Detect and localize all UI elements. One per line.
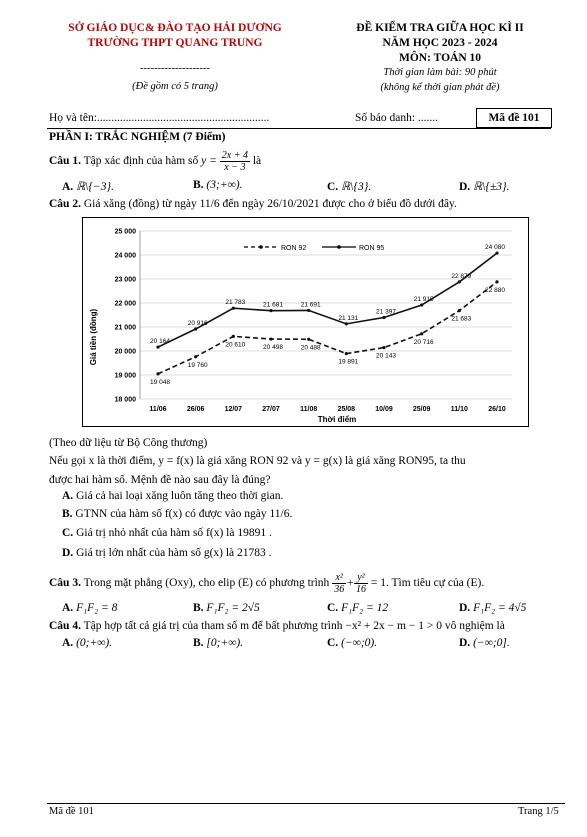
x-tick-label: 11/06 [149,406,167,413]
x-tick-label: 11/08 [300,406,318,413]
y-tick-label: 23 000 [114,276,136,284]
option-letter: D. [459,602,471,614]
exam-time: Thời gian làm bài: 90 phút [383,67,497,78]
q1-option-d[interactable] [459,179,510,193]
q3-text-end: = 1. Tìm tiêu cự của (E). [370,577,485,590]
data-point [495,251,498,254]
data-point [194,327,197,330]
x-tick-label: 26/06 [186,406,205,413]
y-tick-label: 22 000 [114,300,136,308]
q2-description-2: được hai hàm số. Mệnh đề nào sau đây là đúng? [49,474,271,486]
q4-option-a[interactable] [62,637,112,649]
option-letter: D. [459,181,471,193]
q1-text: Tập xác định của hàm số [83,155,199,168]
q4-option-d[interactable] [459,637,510,649]
option-value: [0;+∞). [206,637,244,649]
data-point [156,372,159,375]
option-letter: B. [193,637,204,649]
q1-label: Câu 1. [49,155,81,168]
option-value: F₁F₂ = 12 [341,602,389,614]
option-letter: C. [327,181,339,193]
option-value: GTNN của hàm số f(x) có được vào ngày 11/6. [75,508,293,520]
option-letter: A. [62,181,74,193]
data-label: 19 760 [187,361,208,369]
option-letter: B. [193,179,204,191]
data-point [156,345,159,348]
data-point [382,316,385,319]
q1-y: y = [201,155,217,168]
school-name: TRƯỜNG THPT QUANG TRUNG [87,37,263,49]
data-label: 21 691 [300,301,321,309]
x-tick-label: 11/10 [450,406,468,413]
option-letter: A. [62,637,74,649]
data-label: 20 498 [263,344,283,352]
option-letter: C. [327,602,339,614]
time-note: (không kể thời gian phát đề) [380,82,500,93]
fuel-price-chart [82,217,529,427]
question-1 [49,150,261,173]
data-point [495,280,498,283]
q1-denominator: x − 3 [224,162,246,173]
q2-option-a[interactable] [62,490,283,502]
data-label: 24 080 [485,244,505,252]
q3-option-c[interactable] [327,602,388,614]
option-value: Giá cả hai loại xăng luôn tăng theo thời gian. [76,490,284,502]
data-point [382,346,385,349]
q3-fraction-x: $\frac{\text{x²}}{36}$ [334,572,345,595]
exam-title: ĐỀ KIỂM TRA GIỮA HỌC KÌ II [356,22,524,34]
option-value: (0;+∞). [76,637,113,649]
data-point [345,322,348,325]
x-tick-label: 10/09 [375,406,393,413]
y-tick-label: 19 000 [114,372,136,380]
q4-text: Tập hợp tất cả giá trị của tham số m để bất phương trình −x² + 2x − m − 1 > 0 vô nghiệm là [83,620,505,632]
q2-option-c[interactable] [62,527,272,539]
q2-option-d[interactable] [62,547,272,559]
y-axis-label: Giá tiền (đồng) [89,308,98,366]
data-point [420,303,423,306]
footer-page-number: Trang 1/5 [518,806,559,817]
option-value: ℝ\{−3}. [76,181,114,193]
x-tick-label: 27/07 [262,406,280,413]
x-tick-label: 25/08 [337,406,356,413]
student-id-field: Số báo danh: ....... [355,112,439,124]
q3-fraction-y: $\frac{\text{y²}}{16}$ [355,572,366,595]
data-point [269,309,272,312]
option-value: ℝ\{±3}. [473,181,510,193]
data-label: 20 916 [187,320,208,328]
data-point [307,309,310,312]
option-value: Giá trị nhỏ nhất của hàm số f(x) là 19891 . [76,527,272,539]
data-point [307,338,310,341]
option-letter: A. [62,490,74,502]
option-letter: C. [327,637,339,649]
q2-description-1: Nếu gọi x là thời điểm, y = f(x) là giá xăng RON 92 và y = g(x) là giá xăng RON95, ta thu [49,455,466,467]
y-tick-label: 25 000 [114,228,136,236]
q1-option-a[interactable] [62,179,114,193]
data-label: 20 143 [376,352,396,360]
y-tick-label: 18 000 [114,396,136,404]
question-3: Câu 3. Trong mặt phẳng (Oxy), cho elip (E) có phương trình $\frac{\text{x²}}{36}$ + $\frac{\text{y²}}{16}$ = 1. Tìm tiêu cự của (E). [49,572,485,595]
data-point [194,355,197,358]
q3-option-d[interactable] [459,602,526,614]
q1-text-end: là [252,155,262,168]
exam-code-box: Mã đề 101 [476,108,552,128]
data-label: 21 131 [338,314,359,322]
x-tick-label: 25/09 [412,406,431,413]
q4-label: Câu 4. [49,620,81,632]
option-value: (3;+∞). [206,179,243,191]
option-letter: A. [62,602,74,614]
q3-option-b[interactable] [193,602,260,614]
footer-exam-code: Mã đề 101 [49,806,94,817]
part1-heading: PHẦN I: TRẮC NGHIỆM (7 Điểm) [49,131,226,143]
q2-label: Câu 2. [49,198,81,210]
subject: MÔN: TOÁN 10 [399,52,481,64]
q1-option-b[interactable] [193,179,243,191]
data-label: 21 783 [225,299,246,307]
data-label: 20 488 [300,344,321,352]
q1-fraction [220,150,250,173]
option-letter: D. [62,547,74,559]
q3-text: Trong mặt phẳng (Oxy), cho elip (E) có phương trình [83,577,330,590]
q2-text: Giá xăng (đồng) từ ngày 11/6 đến ngày 26/10/2021 được cho ở biểu đồ dưới đây. [83,198,457,210]
department-name: SỞ GIÁO DỤC& ĐÀO TẠO HẢI DƯƠNG [68,22,282,34]
data-point [420,332,423,335]
data-label: 21 397 [376,308,396,316]
q4-option-b[interactable] [193,637,243,649]
legend-ron92: RON 92 [281,245,307,252]
option-value: F₁F₂ = 8 [76,602,118,614]
data-label: 19 048 [150,378,170,386]
q3-label: Câu 3. [49,577,81,590]
y-tick-label: 21 000 [114,324,136,332]
header-dashes: -------------------- [140,63,210,74]
option-value: F₁F₂ = 4√5 [473,602,527,614]
q3-option-a[interactable] [62,602,117,614]
q1-option-c[interactable] [327,179,371,193]
q2-source: (Theo dữ liệu từ Bộ Công thương) [49,437,208,449]
pages-note: (Đề gồm có 5 trang) [132,81,218,92]
y-tick-label: 20 000 [114,348,136,356]
option-value: (−∞;0). [341,637,378,649]
q4-option-c[interactable] [327,637,377,649]
data-point [345,352,348,355]
data-label: 19 891 [338,358,359,366]
data-label: 22 879 [451,272,472,280]
option-letter: B. [62,508,73,520]
data-point [232,335,235,338]
legend-ron95: RON 95 [359,245,385,252]
option-value: (−∞;0]. [473,637,510,649]
student-name-field: Họ và tên:............................................................ [49,112,270,124]
q1-numerator: 2x + 4 [221,150,248,161]
data-point [458,309,461,312]
data-label: 21 915 [413,296,434,304]
option-value: Giá trị lớn nhất của hàm số g(x) là 21783 . [76,547,272,559]
option-value: ℝ\{3}. [341,181,372,193]
x-tick-label: 26/10 [488,406,506,413]
data-point [232,307,235,310]
data-label: 20 164 [150,338,170,346]
option-letter: C. [62,527,74,539]
option-value: F₁F₂ = 2√5 [206,602,260,614]
school-year: NĂM HỌC 2023 - 2024 [382,37,498,49]
footer-divider [47,803,565,804]
option-letter: D. [459,637,471,649]
q2-option-b[interactable] [62,508,292,520]
y-tick-label: 24 000 [114,252,136,260]
data-point [269,337,272,340]
data-label: 21 681 [263,301,283,309]
data-label: 22 880 [485,286,505,294]
option-letter: B. [193,602,204,614]
x-tick-label: 12/07 [224,406,243,413]
data-label: 20 610 [225,341,246,349]
header-divider [47,128,551,129]
data-point [458,280,461,283]
data-label: 21 683 [451,315,472,323]
x-axis-label: Thời điểm [317,415,357,424]
question-4 [49,620,505,632]
data-label: 20 716 [413,338,434,346]
question-2 [49,198,457,210]
